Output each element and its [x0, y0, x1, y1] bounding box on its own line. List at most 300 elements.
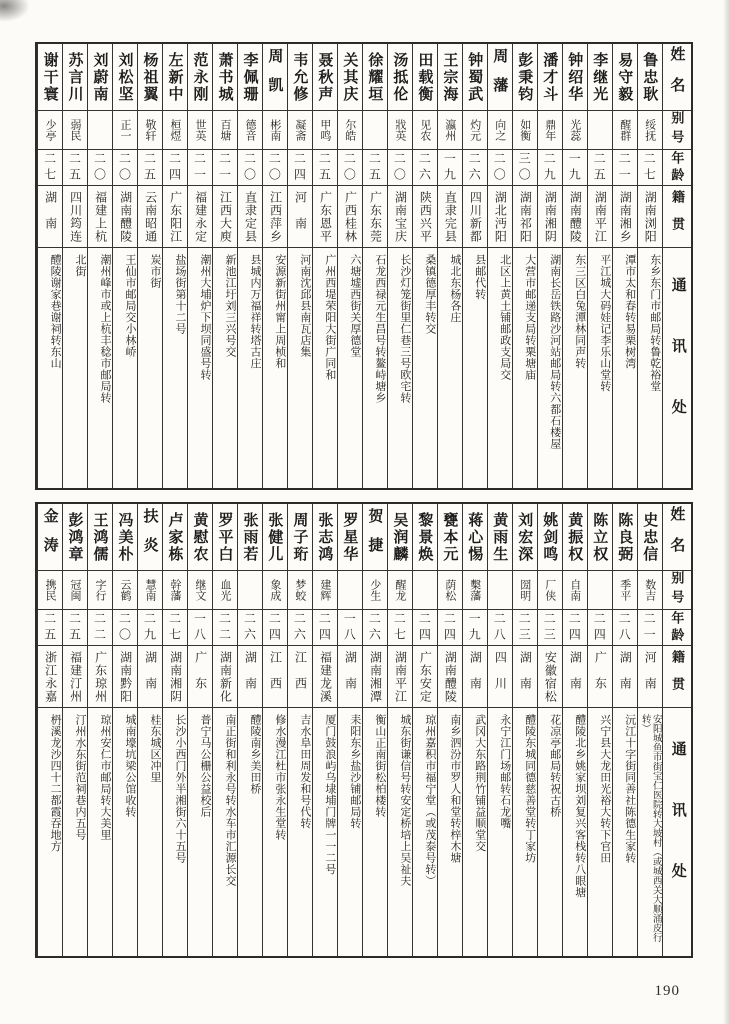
person-column [62, 44, 87, 488]
person-name-cell [638, 504, 662, 570]
person-column [637, 44, 662, 488]
person-column [187, 504, 212, 956]
person-address: 长沙灯笼街里仁巷三号欧宅转 [398, 254, 411, 404]
person-age: 二〇 [117, 151, 132, 184]
person-alias-cell [88, 110, 112, 149]
person-alias-cell [188, 570, 212, 609]
person-age: 二〇 [342, 151, 357, 184]
person-origin: 广东 [593, 650, 608, 703]
person-origin: 湖南 [618, 650, 633, 703]
person-alias-cell [63, 570, 87, 609]
person-column [512, 504, 537, 956]
person-address-cell [388, 247, 412, 488]
person-name: 贺捷 [366, 508, 383, 566]
person-age: 一八 [192, 611, 207, 644]
person-name-cell [588, 44, 612, 110]
person-column [337, 504, 362, 956]
person-origin: 湖南醴陵 [118, 190, 133, 243]
person-name-cell [213, 504, 237, 570]
person-age: 二四 [592, 611, 607, 644]
person-age-cell [388, 149, 412, 185]
person-address: 醴陵北乡姚家坝刘复兴客栈转八眼塘 [573, 714, 586, 898]
person-origin-cell [613, 185, 637, 247]
person-alias: 梦蛟 [293, 579, 306, 601]
person-name: 刘松坚 [116, 51, 133, 103]
person-age-cell [488, 149, 512, 185]
person-origin: 广东恩平 [318, 190, 333, 243]
person-column [387, 44, 412, 488]
person-origin: 直隶定县 [243, 190, 258, 243]
person-column [112, 44, 137, 488]
person-address-cell [588, 707, 612, 956]
person-age: 二八 [617, 611, 632, 644]
person-name: 徐耀垣 [366, 51, 383, 103]
person-age: 二〇 [392, 151, 407, 184]
person-name: 周凯 [266, 48, 283, 106]
person-address: 大营市邮递支局转栗塘庙 [523, 254, 536, 381]
person-name-cell [113, 44, 137, 110]
person-name: 关其庆 [341, 51, 358, 103]
person-address-cell [188, 707, 212, 956]
person-age: 二六 [467, 151, 482, 184]
person-alias-cell [238, 110, 262, 149]
person-column [312, 504, 337, 956]
person-origin-cell [388, 645, 412, 707]
person-column [187, 44, 212, 488]
person-alias: 德音 [243, 119, 256, 141]
person-age-cell [563, 149, 587, 185]
person-address-cell [213, 707, 237, 956]
person-origin: 湖南湘潭 [368, 650, 383, 703]
person-alias: 甲鸣 [318, 119, 331, 141]
person-name-cell [63, 504, 87, 570]
person-address-cell [338, 707, 362, 956]
person-origin: 福建汀州 [68, 650, 83, 703]
person-origin-cell [513, 645, 537, 707]
person-alias-cell [638, 570, 662, 609]
person-origin-cell [588, 185, 612, 247]
header-name-label: 姓名 [668, 506, 685, 568]
person-name-cell [163, 504, 187, 570]
person-age: 二七 [392, 611, 407, 644]
person-address: 广州西堤荣阳大街广同和 [323, 254, 336, 381]
person-age: 二四 [317, 611, 332, 644]
person-origin-cell [263, 185, 287, 247]
person-address-cell [213, 247, 237, 488]
person-address-cell [613, 707, 637, 956]
person-name-cell [638, 44, 662, 110]
person-age: 二〇 [92, 151, 107, 184]
person-name-cell [338, 504, 362, 570]
person-age: 二七 [167, 611, 182, 644]
person-origin: 安徽宿松 [543, 650, 558, 703]
person-name: 金涛 [41, 508, 58, 566]
person-name-cell [438, 504, 462, 570]
header-alias-label: 别号 [669, 111, 685, 149]
person-column [37, 504, 62, 956]
person-column [337, 44, 362, 488]
person-column [162, 44, 187, 488]
person-alias: 云鹤 [119, 579, 132, 601]
person-name: 陈立权 [591, 511, 608, 563]
person-address: 花凉亭邮局转祝古桥 [548, 714, 561, 818]
person-address-cell [538, 247, 562, 488]
person-address-cell [363, 707, 387, 956]
person-origin: 湖南 [43, 190, 58, 243]
person-address-cell [113, 247, 137, 488]
person-column [212, 44, 237, 488]
person-origin-cell [538, 645, 562, 707]
person-name-cell [188, 504, 212, 570]
person-alias-cell [338, 570, 362, 609]
person-alias: 见农 [418, 119, 431, 141]
person-name-cell [188, 44, 212, 110]
person-name: 罗平白 [216, 511, 233, 563]
person-name: 萧书城 [216, 51, 233, 103]
person-age-cell [513, 609, 537, 645]
person-address: 耒阳东乡盐沙铺邮局转 [348, 714, 361, 829]
person-address-cell [463, 247, 487, 488]
person-name: 田载衡 [416, 51, 433, 103]
header-address-label: 通讯处 [669, 276, 686, 460]
person-alias-cell [513, 110, 537, 149]
person-alias-cell [338, 110, 362, 149]
person-origin-cell [488, 645, 512, 707]
person-age: 二四 [442, 611, 457, 644]
person-name-cell [388, 44, 412, 110]
person-age: 二九 [142, 611, 157, 644]
person-origin: 湖南宝庆 [393, 190, 408, 243]
person-age: 二一 [192, 151, 207, 184]
person-name-cell [338, 44, 362, 110]
person-origin: 江西大庾 [218, 190, 233, 243]
person-age: 二三 [517, 611, 532, 644]
person-age-cell [338, 149, 362, 185]
person-origin-cell [563, 645, 587, 707]
person-alias: 戕英 [393, 119, 406, 141]
person-alias-cell [463, 570, 487, 609]
person-alias: 字行 [94, 579, 107, 601]
person-age: 二八 [492, 611, 507, 644]
person-age-cell [538, 149, 562, 185]
person-name: 潘才斗 [541, 51, 558, 103]
person-alias-cell [613, 570, 637, 609]
person-address-cell [563, 707, 587, 956]
person-origin-cell [463, 645, 487, 707]
person-origin: 福建上杭 [93, 190, 108, 243]
person-origin: 陕西兴平 [418, 190, 433, 243]
person-origin: 广西桂林 [343, 190, 358, 243]
person-alias-cell [88, 570, 112, 609]
person-origin-cell [638, 185, 662, 247]
person-alias-cell [138, 110, 162, 149]
person-address: 修水漫江杜市张永生堂转 [273, 714, 286, 841]
person-address: 东乡东门市邮局转鲁乾裕堂 [648, 254, 661, 392]
person-address: 城东街谦信号转安定桥培上吴祉夫 [398, 714, 411, 887]
person-address: 石龙西禄元生昌号转鳌峙塘乡 [373, 254, 386, 404]
person-age: 二五 [142, 151, 157, 184]
person-origin: 四川筠连 [68, 190, 83, 243]
person-origin: 湖北沔阳 [493, 190, 508, 243]
person-origin-cell [113, 645, 137, 707]
person-age: 二〇 [267, 151, 282, 184]
person-origin-cell [163, 185, 187, 247]
person-origin-cell [563, 185, 587, 247]
person-address-cell [188, 247, 212, 488]
person-origin-cell [288, 645, 312, 707]
person-origin: 湖南黔阳 [118, 650, 133, 703]
person-name-cell [138, 44, 162, 110]
person-address-cell [163, 247, 187, 488]
person-column [37, 44, 62, 488]
person-age-cell [138, 609, 162, 645]
person-origin-cell [363, 185, 387, 247]
person-origin: 湖南醴陵 [568, 190, 583, 243]
person-address: 兴宁县大龙田光裕大转下官田 [598, 714, 611, 864]
person-address-cell [263, 247, 287, 488]
person-name-cell [213, 44, 237, 110]
person-name: 陈良弼 [616, 511, 633, 563]
person-alias: 檕藩 [468, 579, 481, 601]
person-name: 黄慰农 [191, 511, 208, 563]
person-name: 彭秉钧 [516, 51, 533, 103]
person-name: 钟蜀武 [466, 51, 483, 103]
person-age: 二七 [642, 151, 657, 184]
person-address: 桂东城区冲里 [149, 714, 161, 783]
person-alias-cell [563, 110, 587, 149]
person-alias-cell [163, 570, 187, 609]
person-name-cell [613, 504, 637, 570]
person-origin-cell [138, 645, 162, 707]
person-name: 谢干寰 [41, 51, 58, 103]
person-alias-cell [538, 570, 562, 609]
header-age-label: 年龄 [669, 150, 685, 185]
header-alias-label: 别号 [669, 571, 685, 609]
person-age: 二五 [42, 611, 57, 644]
person-address: 南正街和利永号转水车市汇源长交 [223, 714, 236, 887]
person-alias: 季平 [618, 579, 631, 601]
person-alias-cell [588, 110, 612, 149]
person-name-cell [363, 44, 387, 110]
person-alias-cell [313, 570, 337, 609]
person-address: 县邮代转 [473, 254, 486, 300]
person-age-cell [63, 149, 87, 185]
person-address: 六塘墟西街关厚德堂 [348, 254, 361, 358]
person-origin: 四川 [493, 650, 508, 703]
person-column [562, 44, 587, 488]
person-age: 二四 [167, 151, 182, 184]
person-alias: 继文 [193, 579, 206, 601]
person-name-cell [163, 44, 187, 110]
person-age-cell [363, 149, 387, 185]
person-origin: 福建龙溪 [318, 650, 333, 703]
person-origin: 江西 [268, 650, 283, 703]
header-name-label-cell [663, 44, 691, 110]
person-age: 二〇 [117, 611, 132, 644]
directory-table-bottom [35, 502, 693, 958]
person-address-cell [563, 247, 587, 488]
person-address: 潭市太和春转易栗树湾 [623, 254, 636, 369]
person-alias: 自南 [568, 579, 581, 601]
person-address-cell [113, 707, 137, 956]
person-origin-cell [388, 185, 412, 247]
person-name: 苏言川 [66, 51, 83, 103]
person-age: 二一 [642, 611, 657, 644]
person-address: 城北东杨各庄 [448, 254, 461, 323]
person-address-cell [138, 707, 162, 956]
person-alias: 少生 [368, 579, 381, 601]
person-origin: 湖南 [243, 650, 258, 703]
person-alias-cell [588, 570, 612, 609]
person-origin-cell [338, 645, 362, 707]
person-age-cell [438, 609, 462, 645]
person-address: 北区上黄土铺邮政支局交 [498, 254, 511, 381]
person-origin-cell [438, 185, 462, 247]
person-origin: 河南 [643, 650, 658, 703]
person-age-cell [238, 149, 262, 185]
person-age-cell [463, 609, 487, 645]
person-name: 杨祖翼 [141, 51, 158, 103]
person-origin-cell [163, 645, 187, 707]
person-alias: 象成 [268, 579, 281, 601]
person-age: 一九 [567, 151, 582, 184]
person-origin: 云南昭通 [143, 190, 158, 243]
person-column [287, 504, 312, 956]
person-column [137, 44, 162, 488]
person-origin-cell [338, 185, 362, 247]
person-age: 二一 [617, 151, 632, 184]
header-alias-label-cell [663, 110, 691, 149]
person-address-cell [88, 707, 112, 956]
person-name: 张健儿 [266, 511, 283, 563]
person-alias: 慧南 [144, 579, 156, 601]
person-origin: 直隶完县 [443, 190, 458, 243]
person-origin: 广东 [193, 650, 208, 703]
person-name: 张志鸿 [316, 511, 333, 563]
person-name: 甕本元 [441, 511, 458, 563]
person-column [562, 504, 587, 956]
person-age-cell [488, 609, 512, 645]
person-column [362, 44, 387, 488]
person-origin-cell [638, 645, 662, 707]
person-column [487, 504, 512, 956]
person-column [437, 504, 462, 956]
person-name: 扶炎 [141, 508, 158, 566]
person-address: 琼州嘉积市福宁堂（或茂泰号转） [423, 714, 436, 887]
person-origin: 湖南浏阳 [643, 190, 658, 243]
person-age-cell [588, 609, 612, 645]
person-name-cell [113, 504, 137, 570]
person-name: 王宗海 [441, 51, 458, 103]
person-origin-cell [213, 645, 237, 707]
person-origin-cell [63, 185, 87, 247]
person-address: 衡山正南街松柏楼转 [373, 714, 386, 818]
person-origin-cell [38, 645, 62, 707]
person-alias-cell [513, 570, 537, 609]
person-origin-cell [188, 645, 212, 707]
person-alias-cell [238, 570, 262, 609]
person-alias: 厂侠 [543, 579, 556, 601]
person-name: 左新中 [166, 51, 183, 103]
header-name-label-cell [663, 504, 691, 570]
person-name: 李继光 [591, 51, 608, 103]
person-alias-cell [263, 110, 287, 149]
directory-table-top [35, 42, 693, 490]
person-alias-cell [363, 110, 387, 149]
person-alias-cell [563, 570, 587, 609]
person-age: 二四 [267, 611, 282, 644]
person-alias: 如衡 [518, 119, 531, 141]
person-alias-cell [363, 570, 387, 609]
person-name-cell [38, 504, 62, 570]
person-column [537, 504, 562, 956]
person-alias-cell [613, 110, 637, 149]
person-alias: 荫松 [443, 579, 456, 601]
person-name-cell [238, 504, 262, 570]
person-alias-cell [638, 110, 662, 149]
person-alias: 建辉 [318, 579, 331, 601]
person-age-cell [263, 609, 287, 645]
person-origin: 湖南新化 [218, 650, 233, 703]
person-age: 二〇 [242, 151, 257, 184]
person-age: 二四 [567, 611, 582, 644]
person-alias-cell [63, 110, 87, 149]
person-alias: 绥抚 [643, 119, 656, 141]
person-address: 河南沈邱县南瓦店集 [298, 254, 311, 358]
person-origin-cell [188, 185, 212, 247]
person-age-cell [638, 149, 662, 185]
person-column [637, 504, 662, 956]
person-name: 范永刚 [191, 51, 208, 103]
person-origin: 江西 [293, 650, 308, 703]
person-alias: 血光 [218, 579, 231, 601]
person-name: 吴润麟 [391, 511, 408, 563]
person-address-cell [63, 707, 87, 956]
person-age-cell [88, 149, 112, 185]
person-origin: 湖南湘阴 [543, 190, 558, 243]
person-age-cell [463, 149, 487, 185]
person-age: 一八 [342, 611, 357, 644]
person-origin-cell [438, 645, 462, 707]
person-age: 二五 [67, 611, 82, 644]
person-origin-cell [313, 645, 337, 707]
person-name: 李佩珊 [241, 51, 258, 103]
person-alias: 冠闽 [69, 579, 82, 601]
header-age-label-cell [663, 149, 691, 185]
person-name-cell [413, 44, 437, 110]
person-age-cell [638, 609, 662, 645]
person-name: 周子珩 [291, 511, 308, 563]
person-column [137, 504, 162, 956]
person-name-cell [563, 504, 587, 570]
person-alias-cell [388, 570, 412, 609]
person-age: 二六 [292, 611, 307, 644]
header-origin-label: 籍贯 [669, 189, 685, 244]
person-name-cell [263, 44, 287, 110]
person-address-cell [488, 247, 512, 488]
person-name-cell [488, 44, 512, 110]
person-name-cell [413, 504, 437, 570]
person-address: 沅江十字街同善社陈德生家转 [623, 714, 636, 864]
person-age-cell [413, 609, 437, 645]
person-origin: 四川新都 [468, 190, 483, 243]
person-name-cell [288, 44, 312, 110]
header-column [662, 504, 691, 956]
person-age-cell [113, 149, 137, 185]
person-name-cell [588, 504, 612, 570]
person-age: 二五 [592, 151, 607, 184]
person-column [237, 44, 262, 488]
